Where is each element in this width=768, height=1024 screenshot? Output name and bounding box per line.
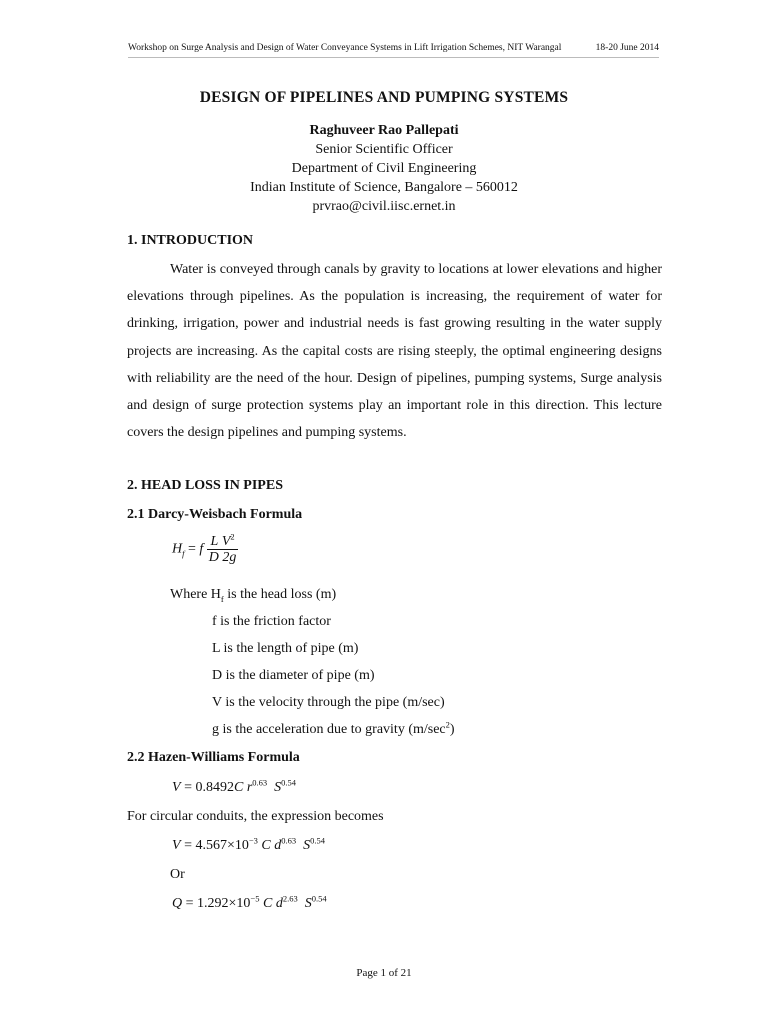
section-heading-head-loss: 2. HEAD LOSS IN PIPES [127,478,283,493]
section-heading-introduction: 1. INTRODUCTION [127,233,254,248]
paper-title: DESIGN OF PIPELINES AND PUMPING SYSTEMS [199,89,569,106]
author-role: Senior Scientific Officer [315,142,453,157]
author-name: Raghuveer Rao Pallepati [309,123,459,138]
header-left: Workshop on Surge Analysis and Design of Water Conveyance Systems in Lift Irrigation Schemes, NIT Warangal [128,43,562,53]
definition-item: f is the friction factor [212,614,331,629]
equation-darcy-weisbach [172,531,238,565]
circular-conduits-text: For circular conduits, the expression becomes [127,809,384,824]
definition-item: V is the velocity through the pipe (m/sec) [212,695,445,710]
equation-hazen-williams-2: $V = 4.567\times 10^{-3}$ C $d^{0.63}$ $S^{0.54}$ [172,835,325,853]
definition-item: L is the length of pipe (m) [212,641,359,656]
equation-hazen-williams-3: $Q = 1.292\times 10^{-5}$ C $d^{2.63}$ $S^{0.54}$ [172,893,327,911]
page-number-footer: Page 1 of 21 [356,967,412,979]
introduction-paragraph [127,256,662,446]
introduction-text: Water is conveyed through canals by gravity to locations at lower elevations and higher elevations through pipelines. As the population is increasing, the requirement of water for drinking, irrigation, power and industrial needs is fast growing resulting in the water supply projects are increasing. As the capital costs are rising steeply, the optimal engineering designs with reliability are the need of the hour. Design of pipelines, pumping systems, Surge analysis and design of surge protection systems play an important role in this direction. This lecture covers the design pipelines and pumping systems. [127,262,662,441]
author-institution: Indian Institute of Science, Bangalore – 560012 [250,180,518,195]
header-right: 18-20 June 2014 [595,43,659,53]
eq-numerator: L $V^2$ [207,534,239,550]
eq-symbol: H [172,541,183,557]
eq-operator: = [184,541,200,557]
eq-fraction [207,531,239,565]
author-department: Department of Civil Engineering [291,161,477,176]
running-header [128,43,659,58]
author-block [0,121,768,216]
eq-subscript: f [182,548,185,559]
eq-denominator: D 2g [208,550,237,565]
equation-hazen-williams-1: V = 0.8492C $r^{0.63}$ $S^{0.54}$ [172,777,297,795]
author-email[interactable]: prvrao@civil.iisc.ernet.in [312,199,456,214]
where-head-loss-line: Where $H_f$ is the head loss (m) [170,587,337,604]
definition-item: D is the diameter of pipe (m) [212,668,375,683]
subsection-heading-hazen: 2.2 Hazen-Williams Formula [127,750,300,765]
definition-item-gravity: g is the acceleration due to gravity $(m/\sec^2)$ [212,719,455,737]
eq-symbol: f [199,541,204,557]
or-text: Or [170,867,185,882]
subsection-heading-darcy: 2.1 Darcy-Weisbach Formula [127,507,303,522]
